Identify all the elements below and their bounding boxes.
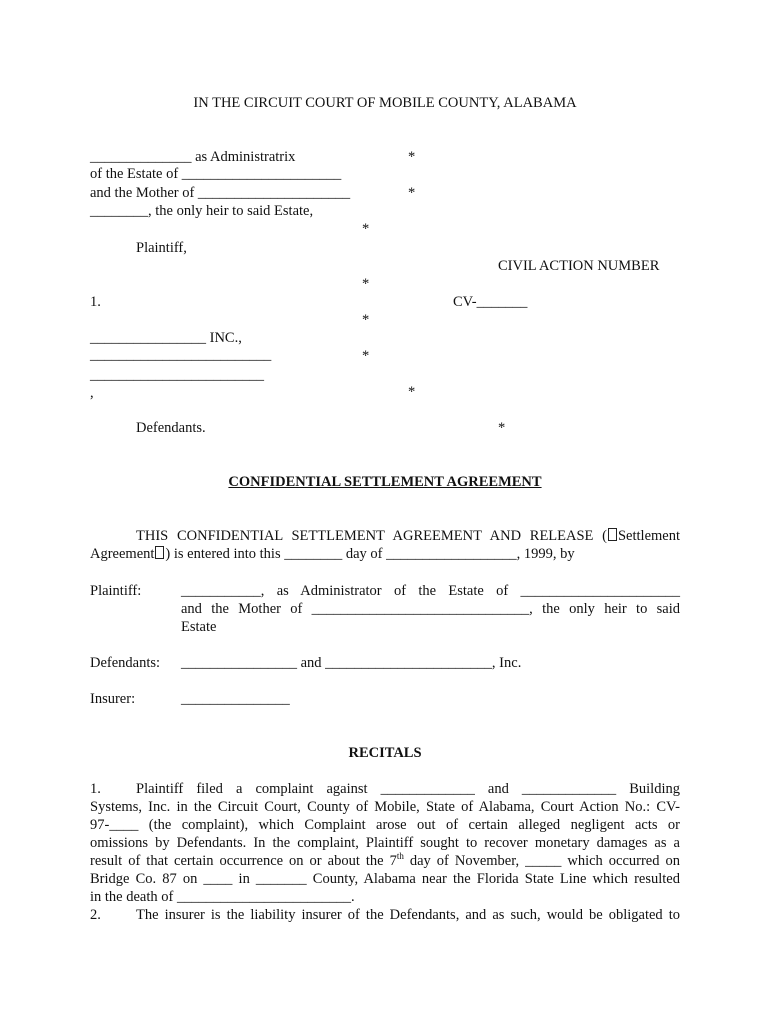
asterisk: * [362, 221, 370, 237]
recital-line: 97-____ (the complaint), which Complaint arose out of certain alleged negligent acts or [90, 817, 680, 833]
civil-action-label: CIVIL ACTION NUMBER [498, 258, 660, 274]
caption-line: ________, the only heir to said Estate, [90, 203, 314, 219]
asterisk: * [362, 348, 370, 364]
recital-line: in the death of ________________________. [90, 889, 355, 905]
asterisk: * [408, 185, 416, 201]
recital-line: The insurer is the liability insurer of the Defendants, and as such, would be obligated to [136, 907, 680, 923]
recital-line: Bridge Co. 87 on ____ in _______ County, Alabama near the Florida State Line which resulted [90, 871, 680, 887]
court-heading: IN THE CIRCUIT COURT OF MOBILE COUNTY, ALABAMA [193, 95, 577, 111]
recital-number: 1. [90, 781, 101, 797]
agreement-title: CONFIDENTIAL SETTLEMENT AGREEMENT [228, 474, 542, 490]
insurer-value: _______________ [181, 691, 290, 707]
plaintiff-value-line: ___________, as Administrator of the Estate of ______________________ [181, 583, 680, 599]
recital-text: result of that certain occurrence on or about the 7 [90, 853, 397, 869]
recital-line: Plaintiff filed a complaint against _____________ and _____________ Building [136, 781, 680, 797]
plaintiff-value-line: and the Mother of ______________________________, the only heir to said [181, 601, 680, 617]
defendants-caption-label: Defendants. [136, 420, 206, 436]
asterisk: * [408, 149, 416, 165]
versus-label: 1. [90, 294, 101, 310]
caption-line: of the Estate of ______________________ [90, 166, 342, 182]
defendant-line: , [90, 385, 94, 401]
defendant-line: _________________________ [90, 347, 272, 363]
defendant-line: ________________________ [90, 367, 264, 383]
intro-text: ) is entered into this ________ day of __________________, 1999, by [165, 546, 575, 562]
defendant-line: ________________ INC., [90, 330, 242, 346]
plaintiff-value-line: Estate [181, 619, 217, 635]
recital-line: omissions by Defendants. In the complaint, Plaintiff sought to recover monetary damages as a [90, 835, 680, 851]
asterisk: * [498, 420, 506, 436]
asterisk: * [408, 384, 416, 400]
caption-line: ______________ as Administratrix [90, 149, 296, 165]
ordinal-suffix: th [396, 851, 404, 862]
intro-text-end: Settlement [617, 528, 680, 544]
plaintiff-label: Plaintiff: [90, 583, 142, 599]
intro-text: THIS CONFIDENTIAL SETTLEMENT AGREEMENT AND RELEASE ( [136, 528, 607, 544]
recital-text: day of November, _____ which occurred on [403, 853, 680, 869]
insurer-label: Insurer: [90, 691, 136, 707]
asterisk: * [362, 312, 370, 328]
defendants-label: Defendants: [90, 655, 161, 671]
quote-glyph-icon [155, 546, 164, 559]
asterisk: * [362, 276, 370, 292]
quote-glyph-icon [608, 528, 617, 541]
case-number: CV-_______ [453, 294, 528, 310]
recitals-heading: RECITALS [348, 745, 422, 761]
plaintiff-caption-label: Plaintiff, [136, 240, 187, 256]
recital-line: Systems, Inc. in the Circuit Court, County of Mobile, State of Alabama, Court Action No.: CV- [90, 799, 680, 815]
intro-line-1 [136, 527, 680, 545]
recital-number: 2. [90, 907, 101, 923]
caption-line: and the Mother of _____________________ [90, 185, 351, 201]
defendants-value: ________________ and _______________________, Inc. [181, 655, 522, 671]
intro-line-2 [90, 545, 575, 563]
intro-text: Agreement [90, 546, 155, 562]
recital-line [90, 852, 680, 870]
